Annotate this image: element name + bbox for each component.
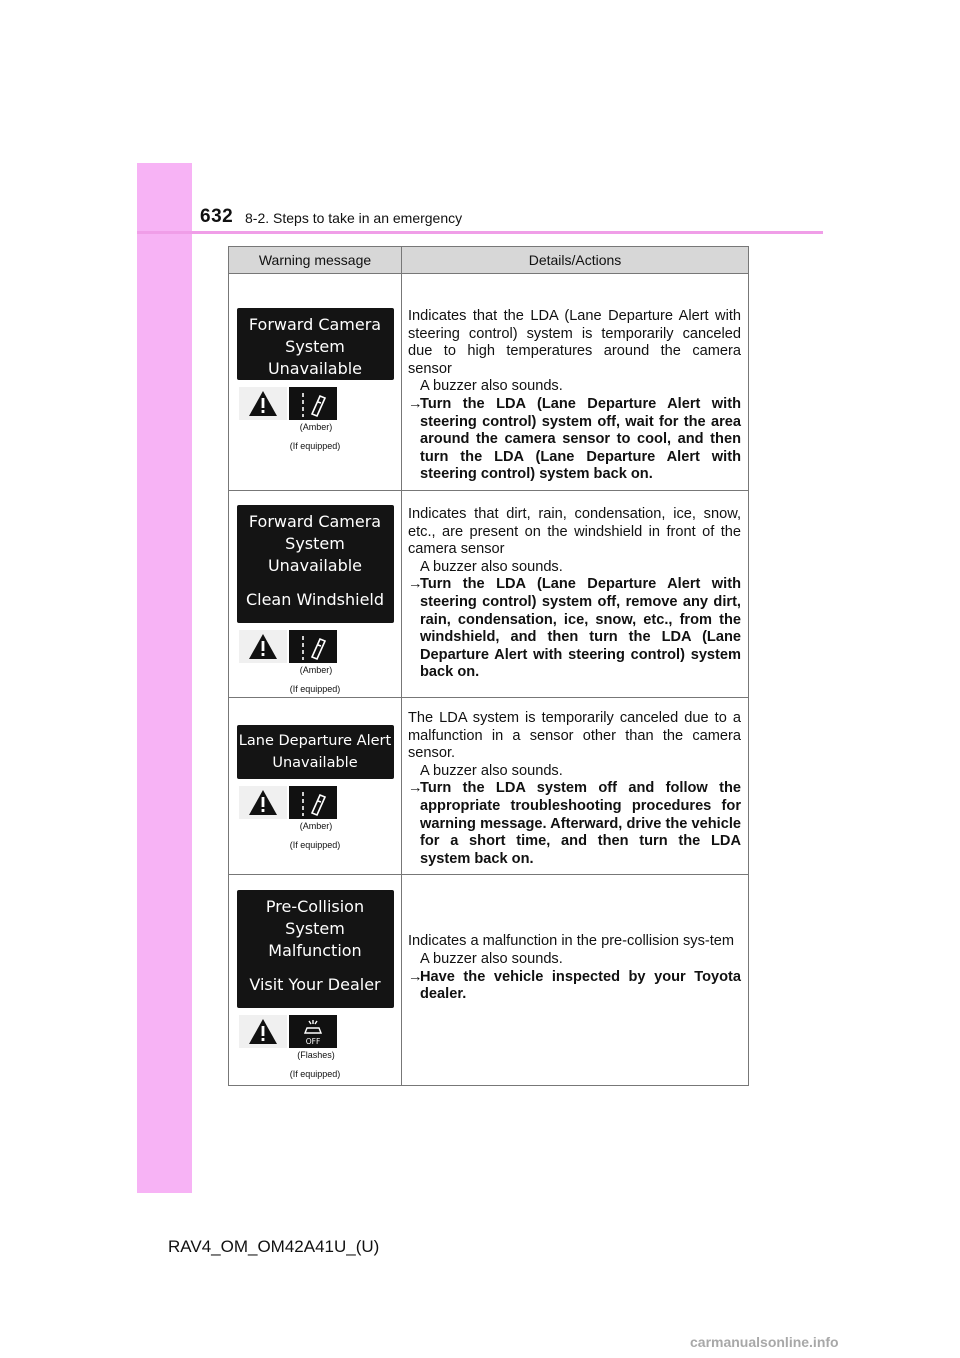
warning-message-cell <box>229 491 402 698</box>
column-header-warning-message: Warning message <box>229 247 402 274</box>
buzzer-note: A buzzer also sounds. <box>420 558 563 575</box>
screen-line: System <box>285 534 345 553</box>
description-text: Indicates a malfunction in the pre-collision sys-tem <box>408 933 735 950</box>
display-screen <box>237 725 394 779</box>
indicator-icons <box>239 630 340 663</box>
indicator-caption: (Amber) <box>299 821 333 831</box>
column-header-details-actions: Details/Actions <box>402 247 749 274</box>
arrow-icon: → <box>408 780 423 797</box>
details-cell <box>402 274 749 491</box>
table-row <box>229 274 749 491</box>
lane-departure-alert-icon <box>289 387 337 420</box>
details-cell <box>402 491 749 698</box>
section-title: 8-2. Steps to take in an emergency <box>245 210 463 226</box>
warning-message-cell <box>229 698 402 875</box>
lane-departure-alert-icon <box>289 630 337 663</box>
chapter-side-tab <box>137 163 192 1193</box>
display-screen <box>237 505 394 623</box>
screen-line: System <box>285 919 345 939</box>
indicator-icons <box>239 387 340 420</box>
action-text: → Turn the LDA (Lane Departure Alert with steering control) system off, wait for the area around the camera sensor to cool, and then turn the LDA (Lane Departure Alert with steering control) system back on. <box>408 395 741 483</box>
action-text: → Have the vehicle inspected by your Toyota dealer. <box>408 968 741 1003</box>
table-row <box>229 875 749 1086</box>
buzzer-note: A buzzer also sounds. <box>420 950 563 967</box>
buzzer-note: A buzzer also sounds. <box>420 378 563 395</box>
screen-line: Visit Your Dealer <box>249 975 381 995</box>
details-cell <box>402 875 749 1086</box>
description-text: The LDA system is temporarily canceled due to a malfunction in a sensor other than the camera sensor. <box>408 710 741 762</box>
table-row <box>229 698 749 875</box>
screen-line: Forward Camera <box>248 512 382 531</box>
indicator-icons <box>239 786 340 819</box>
display-screen <box>237 308 394 380</box>
arrow-icon: → <box>408 395 423 412</box>
screen-line: Unavailable <box>267 556 363 575</box>
screen-line: Unavailable <box>267 359 363 378</box>
indicator-caption: (Flashes) <box>297 1050 335 1061</box>
warning-message-cell <box>229 875 402 1086</box>
table-header-row <box>229 247 749 274</box>
arrow-icon: → <box>408 576 423 593</box>
document-code: RAV4_OM_OM42A41U_(U) <box>168 1237 380 1256</box>
screen-line: System <box>285 337 345 356</box>
screen-line: Clean Windshield <box>245 590 385 609</box>
action-text: → Turn the LDA (Lane Departure Alert with steering control) system off, remove any dirt, rain, condensation, ice, snow, etc., from the windshield, and then turn the LDA (Lane Departure Alert with steering control) system back on. <box>408 576 741 681</box>
header-rule <box>137 231 823 234</box>
warning-triangle-icon <box>239 1015 287 1048</box>
indicator-caption: (Amber) <box>299 665 333 675</box>
action-text: → Turn the LDA system off and follow the appropriate troubleshooting procedures for warning message. Afterward, drive the vehicle for a short time, and then turn the LDA system back on. <box>408 780 741 867</box>
equipped-caption: (If equipped) <box>289 684 341 694</box>
page-number: 632 <box>200 206 234 227</box>
description-text: Indicates that dirt, rain, condensation, ice, snow, etc., are present on the windshield in front of the camera sensor <box>408 506 741 558</box>
equipped-caption: (If equipped) <box>289 840 341 850</box>
pcs-off-label: OFF <box>305 1036 321 1046</box>
buzzer-note: A buzzer also sounds. <box>420 762 563 779</box>
screen-line: Unavailable <box>272 755 358 771</box>
equipped-caption: (If equipped) <box>289 441 341 451</box>
screen-line: Malfunction <box>268 941 362 961</box>
equipped-caption: (If equipped) <box>289 1069 341 1080</box>
lane-departure-alert-icon <box>289 786 337 819</box>
warning-triangle-icon <box>239 786 287 819</box>
warning-message-cell <box>229 274 402 491</box>
watermark: carmanualsonline.info <box>690 1334 839 1350</box>
screen-line: Pre-Collision <box>265 897 365 917</box>
screen-line: Lane Departure Alert <box>238 733 392 749</box>
table-row <box>229 491 749 698</box>
warning-message-table <box>228 246 749 1086</box>
warning-triangle-icon <box>239 630 287 663</box>
description-text: Indicates that the LDA (Lane Departure Alert with steering control) system is temporarily canceled due to high temperatures around the camera sensor <box>408 308 741 377</box>
indicator-caption: (Amber) <box>299 422 333 432</box>
warning-triangle-icon <box>239 387 287 420</box>
arrow-icon: → <box>408 968 423 985</box>
details-cell <box>402 698 749 875</box>
screen-line: Forward Camera <box>248 315 382 334</box>
display-screen <box>237 890 394 1008</box>
indicator-icons <box>239 1015 340 1048</box>
pcs-off-icon <box>289 1015 337 1048</box>
